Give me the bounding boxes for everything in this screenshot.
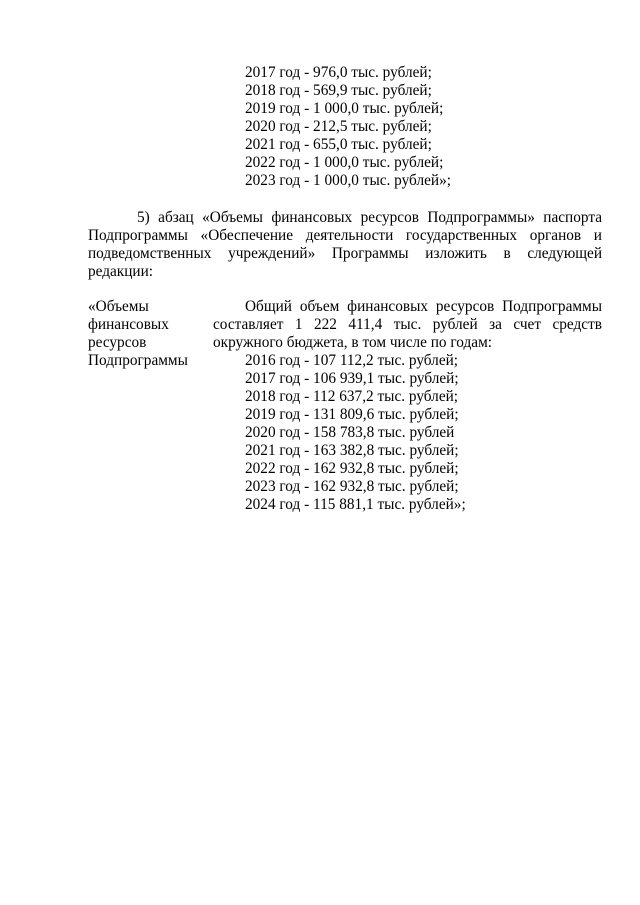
intro-line: Общий объем финансовых ресурсов Подпрограммы — [245, 298, 602, 315]
intro-line: составляет 1 222 411,4 тыс. рублей за счет средств — [213, 316, 602, 333]
paragraph-line: Подпрограммы «Обеспечение деятельности государственных органов и — [88, 227, 602, 244]
label-line: Подпрограммы — [88, 352, 188, 369]
list-item: 2022 год - 162 932,8 тыс. рублей; — [245, 460, 459, 477]
list-item: 2017 год - 106 939,1 тыс. рублей; — [245, 370, 459, 387]
list-item: 2016 год - 107 112,2 тыс. рублей; — [245, 352, 459, 369]
label-line: «Объемы — [88, 298, 149, 315]
paragraph-line: 5) абзац «Объемы финансовых ресурсов Подпрограммы» паспорта — [137, 209, 602, 226]
amendment-paragraph — [88, 209, 602, 281]
list-item: 2020 год - 212,5 тыс. рублей; — [245, 118, 432, 135]
label-line: ресурсов — [88, 334, 147, 351]
list-item: 2018 год - 112 637,2 тыс. рублей; — [245, 388, 459, 405]
table-label-cell — [88, 298, 208, 370]
list-item: 2020 год - 158 783,8 тыс. рублей — [245, 424, 455, 441]
list-item: 2017 год - 976,0 тыс. рублей; — [245, 64, 432, 81]
list-item: 2023 год - 162 932,8 тыс. рублей; — [245, 478, 459, 495]
list-item: 2024 год - 115 881,1 тыс. рублей»; — [245, 496, 466, 513]
label-line: финансовых — [88, 316, 169, 333]
paragraph-line: редакции: — [88, 263, 154, 280]
list-item: 2019 год - 131 809,6 тыс. рублей; — [245, 406, 459, 423]
list-item: 2021 год - 655,0 тыс. рублей; — [245, 136, 432, 153]
list-item: 2019 год - 1 000,0 тыс. рублей; — [245, 100, 444, 117]
list-item: 2023 год - 1 000,0 тыс. рублей»; — [245, 172, 451, 189]
list-item: 2022 год - 1 000,0 тыс. рублей; — [245, 154, 444, 171]
intro-line: окружного бюджета, в том числе по годам: — [213, 334, 492, 351]
previous-funding-list — [245, 64, 451, 190]
paragraph-line: подведомственных учреждений» Программы изложить в следующей — [88, 245, 602, 262]
list-item: 2018 год - 569,9 тыс. рублей; — [245, 82, 432, 99]
yearly-funding-list — [213, 352, 602, 514]
list-item: 2021 год - 163 382,8 тыс. рублей; — [245, 442, 459, 459]
table-value-cell — [213, 298, 602, 514]
